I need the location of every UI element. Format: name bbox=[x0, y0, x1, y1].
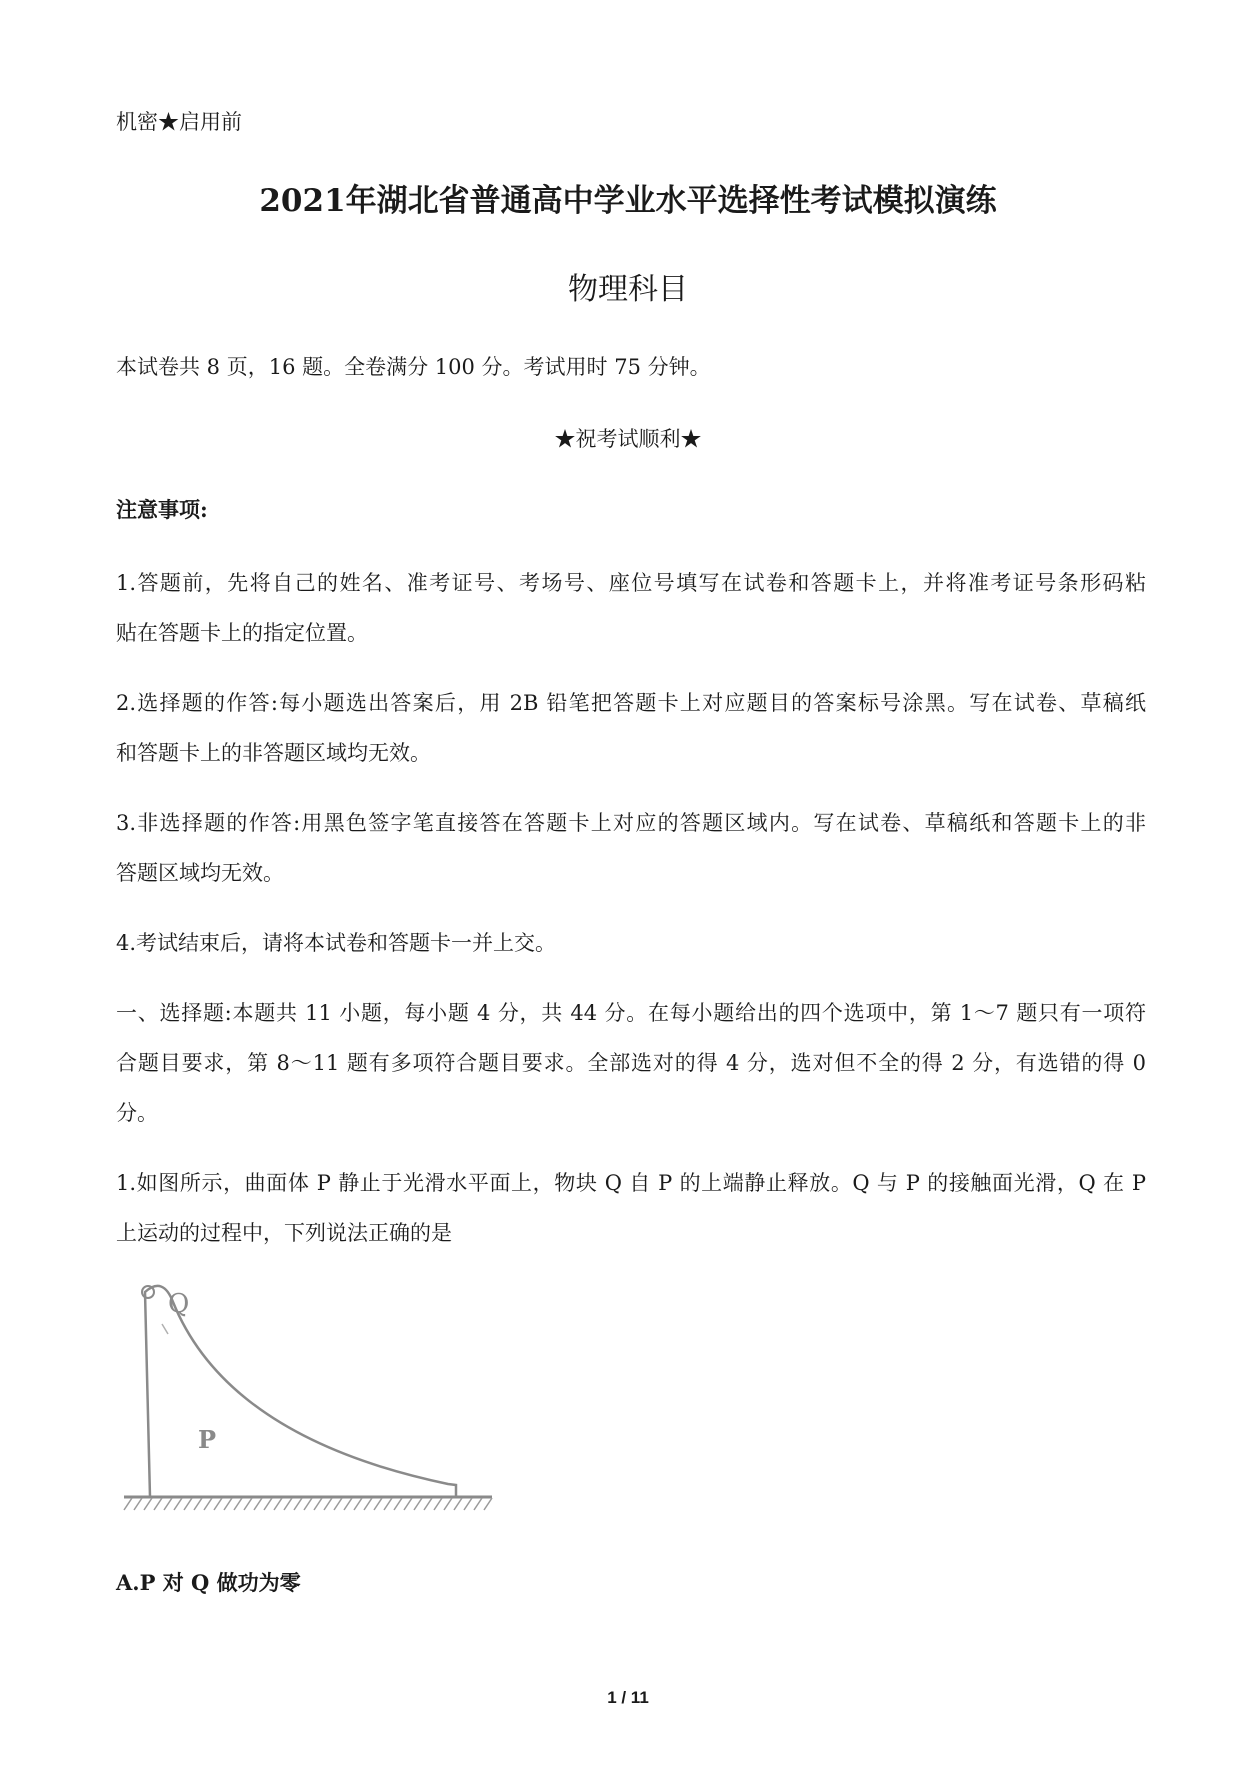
question-1-line-2: 上运动的过程中，下列说法正确的是 bbox=[116, 1221, 452, 1245]
good-luck-wish: ★祝考试顺利★ bbox=[554, 427, 702, 451]
note-3-line-2: 答题区域均无效。 bbox=[116, 861, 284, 885]
exam-info: 本试卷共 8 页，16 题。全卷满分 100 分。考试用时 75 分钟。 bbox=[116, 355, 711, 379]
note-2-line-1: 2.选择题的作答:每小题选出答案后，用 2B 铅笔把答题卡上对应题目的答案标号涂黑。写在试卷、草稿纸 bbox=[116, 691, 1146, 715]
notes-heading: 注意事项: bbox=[116, 497, 208, 522]
note-4-line-1: 4.考试结束后，请将本试卷和答题卡一并上交。 bbox=[116, 931, 557, 955]
section-instructions-line-1: 一、选择题:本题共 11 小题，每小题 4 分，共 44 分。在每小题给出的四个选项中，第 1～7 题只有一项符 bbox=[116, 1001, 1146, 1025]
label-q: Q bbox=[168, 1289, 190, 1319]
question-1-line-1: 1.如图所示，曲面体 P 静止于光滑水平面上，物块 Q 自 P 的上端静止释放。Q 与 P 的接触面光滑，Q 在 P bbox=[116, 1171, 1146, 1195]
note-1-line-2: 贴在答题卡上的指定位置。 bbox=[116, 621, 368, 645]
exam-title: 2021年湖北省普通高中学业水平选择性考试模拟演练 bbox=[259, 183, 997, 219]
section-instructions-line-3: 分。 bbox=[116, 1101, 158, 1125]
label-p: P bbox=[198, 1425, 217, 1454]
note-3-line-1: 3.非选择题的作答:用黑色签字笔直接答在答题卡上对应的答题区域内。写在试卷、草稿纸和答题卡上的非 bbox=[116, 811, 1146, 835]
ground-hatching bbox=[124, 1498, 492, 1510]
subject-title: 物理科目 bbox=[568, 272, 688, 307]
page-number: 1 / 11 bbox=[607, 1688, 649, 1707]
option-a: A.P 对 Q 做功为零 bbox=[116, 1570, 301, 1595]
motion-mark bbox=[162, 1324, 168, 1334]
curved-body-outline bbox=[145, 1286, 456, 1497]
section-instructions-line-2: 合题目要求，第 8～11 题有多项符合题目要求。全部选对的得 4 分，选对但不全的得 2 分，有选错的得 0 bbox=[116, 1051, 1146, 1075]
confidential-mark: 机密★启用前 bbox=[116, 110, 242, 134]
note-2-line-2: 和答题卡上的非答题区域均无效。 bbox=[116, 741, 431, 765]
note-1-line-1: 1.答题前，先将自己的姓名、准考证号、考场号、座位号填写在试卷和答题卡上，并将准考证号条形码粘 bbox=[116, 571, 1146, 595]
curved-body-diagram bbox=[118, 1278, 498, 1524]
